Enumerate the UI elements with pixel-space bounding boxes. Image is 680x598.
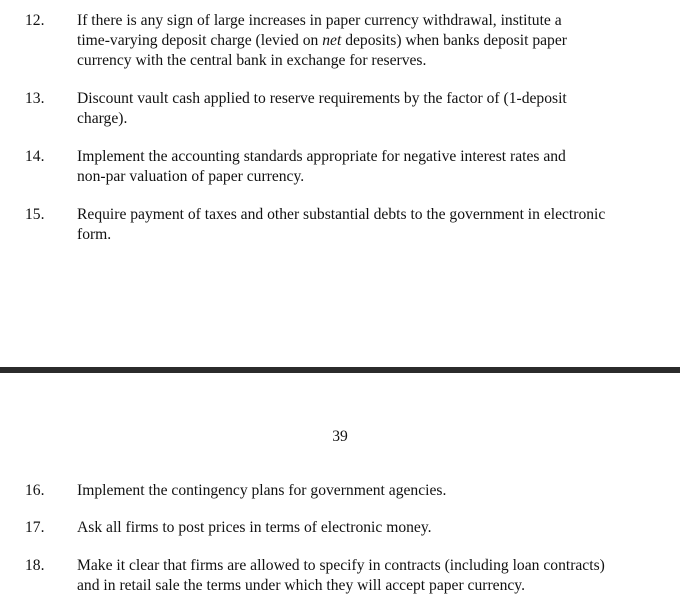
item-text-line-2-start: time-varying deposit charge (levied on <box>77 32 323 49</box>
item-text: Discount vault cash applied to reserve requirements by the factor of (1-deposit charge). <box>77 90 567 127</box>
item-text-line-2-end: deposits) when banks deposit paper <box>341 32 567 49</box>
item-number: 14. <box>25 148 45 165</box>
item-text-line-1: If there is any sign of large increases in paper currency withdrawal, institute a <box>77 12 562 29</box>
page-number: 39 <box>332 428 348 445</box>
item-text-line-3: currency with the central bank in exchange for reserves. <box>77 52 427 69</box>
item-text <box>77 11 680 71</box>
item-number: 17. <box>25 519 45 536</box>
item-number: 18. <box>25 557 45 574</box>
item-number: 16. <box>25 482 45 499</box>
item-text: Make it clear that firms are allowed to specify in contracts (including loan contracts) and in retail sale the terms under which they will accept paper currency. <box>77 557 605 594</box>
item-text: Require payment of taxes and other substantial debts to the government in electronic form. <box>77 206 606 243</box>
page-bottom <box>0 373 680 598</box>
emphasis-net: net <box>322 32 342 49</box>
item-text: Implement the contingency plans for government agencies. <box>77 482 447 499</box>
item-number: 13. <box>25 90 45 107</box>
item-text: Ask all firms to post prices in terms of electronic money. <box>77 519 432 536</box>
item-number: 15. <box>25 206 45 223</box>
item-text: Implement the accounting standards appropriate for negative interest rates and non-par valuation of paper currency. <box>77 148 566 185</box>
item-number: 12. <box>25 12 45 29</box>
